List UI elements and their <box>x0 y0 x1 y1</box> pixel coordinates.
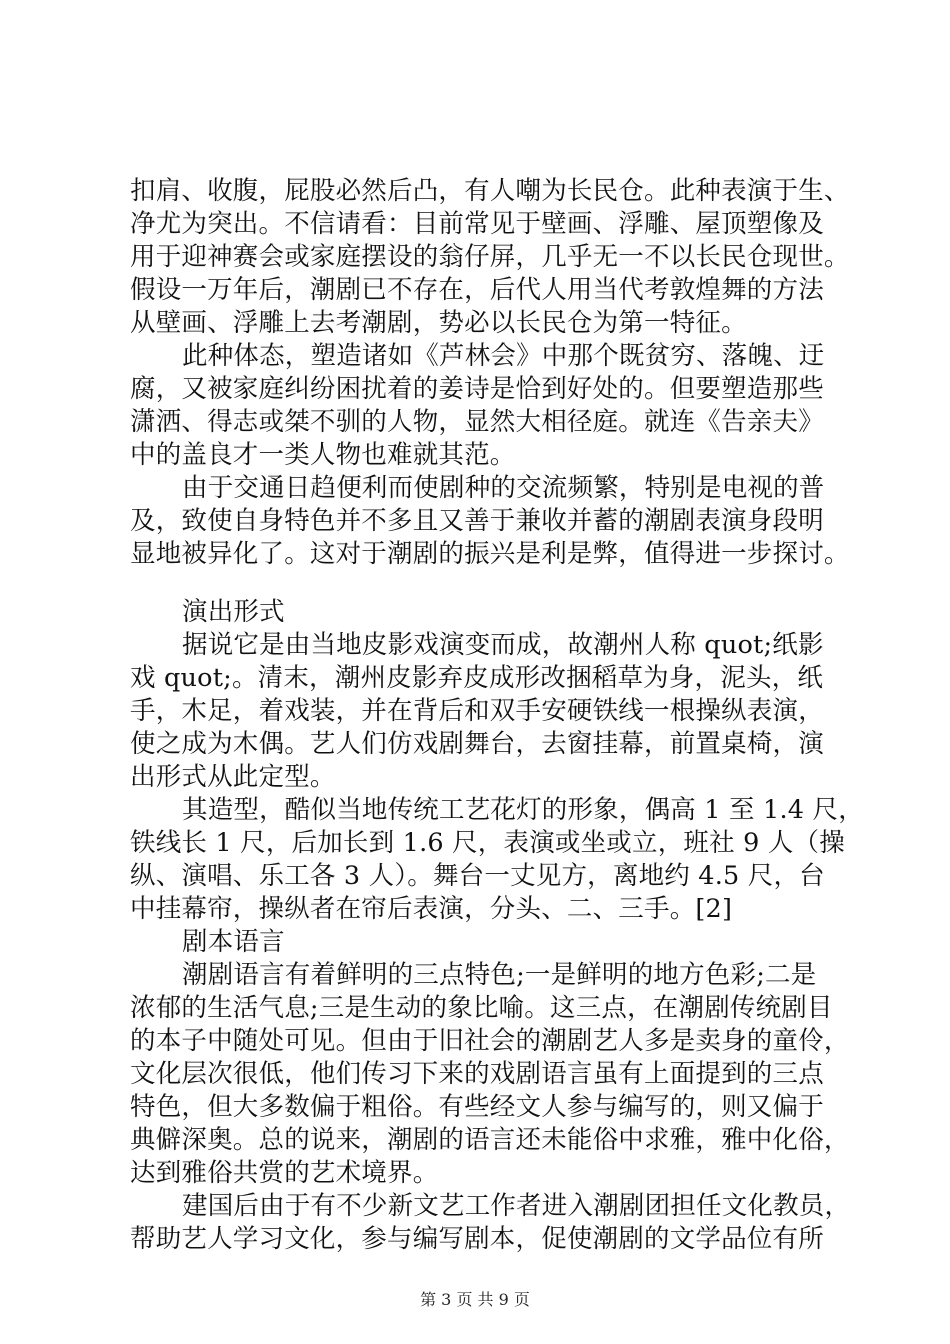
paragraph-first-line: 建国后由于有不少新文艺工作者进入潮剧团担任文化教员， <box>182 1191 851 1221</box>
body-text-line: 从壁画、浮雕上去考潮剧，势必以长民仓为第一特征。 <box>130 308 747 338</box>
body-text-line: 达到雅俗共赏的艺术境界。 <box>130 1158 439 1188</box>
body-text-line: 显地被异化了。这对于潮剧的振兴是利是弊，值得进一步探讨。 <box>130 539 850 569</box>
paragraph-first-line: 此种体态，塑造诸如《芦林会》中那个既贫穷、落魄、迂 <box>182 341 825 371</box>
body-text-line: 净尤为突出。不信请看：目前常见于壁画、浮雕、屋顶塑像及 <box>130 209 824 239</box>
body-text-line: 潇洒、得志或桀不驯的人物，显然大相径庭。就连《告亲夫》 <box>130 407 824 437</box>
body-text-line: 假设一万年后，潮剧已不存在，后代人用当代考敦煌舞的方法 <box>130 275 824 305</box>
body-text-line: 及，致使自身特色并不多且又善于兼收并蓄的潮剧表演身段明 <box>130 506 824 536</box>
body-text-line: 纵、演唱、乐工各 3 人）。舞台一丈见方，离地约 4.5 尺，台 <box>130 861 825 891</box>
body-text-line: 帮助艺人学习文化，参与编写剧本，促使潮剧的文学品位有所 <box>130 1224 824 1254</box>
paragraph-first-line: 潮剧语言有着鲜明的三点特色;一是鲜明的地方色彩;二是 <box>182 960 817 990</box>
body-text-line: 的本子中随处可见。但由于旧社会的潮剧艺人多是卖身的童伶， <box>130 1026 850 1056</box>
body-text-line: 典僻深奥。总的说来，潮剧的语言还未能俗中求雅，雅中化俗， <box>130 1125 850 1155</box>
body-text-line: 中挂幕帘，操纵者在帘后表演，分头、二、三手。[2] <box>130 894 733 924</box>
body-text-line: 用于迎神赛会或家庭摆设的翁仔屏，几乎无一不以长民仓现世。 <box>130 242 850 272</box>
body-text-line: 出形式从此定型。 <box>130 762 336 792</box>
body-text-line: 戏 quot;。清末，潮州皮影弃皮成形改捆稻草为身，泥头，纸 <box>130 663 824 693</box>
body-text-line: 腐，又被家庭纠纷困扰着的姜诗是恰到好处的。但要塑造那些 <box>130 374 824 404</box>
paragraph-first-line: 其造型，酷似当地传统工艺花灯的形象，偶高 1 至 1.4 尺， <box>182 795 864 825</box>
body-text-line: 中的盖良才一类人物也难就其范。 <box>130 440 516 470</box>
paragraph-first-line: 据说它是由当地皮影戏演变而成，故潮州人称 quot;纸影 <box>182 630 824 660</box>
section-heading-performance-form: 演出形式 <box>182 597 285 627</box>
body-text-line: 使之成为木偶。艺人们仿戏剧舞台，去窗挂幕，前置桌椅，演 <box>130 729 824 759</box>
section-heading-script-language: 剧本语言 <box>182 927 285 957</box>
body-text-line: 手，木足，着戏装，并在背后和双手安硬铁线一根操纵表演， <box>130 696 824 726</box>
body-text-line: 文化层次很低，他们传习下来的戏剧语言虽有上面提到的三点 <box>130 1059 824 1089</box>
body-text-line: 铁线长 1 尺，后加长到 1.6 尺，表演或坐或立，班社 9 人（操 <box>130 828 845 858</box>
body-text-line: 浓郁的生活气息;三是生动的象比喻。这三点，在潮剧传统剧目 <box>130 993 833 1023</box>
page-footer: 第 3 页 共 9 页 <box>420 1290 530 1309</box>
body-text-line: 特色，但大多数偏于粗俗。有些经文人参与编写的，则又偏于 <box>130 1092 824 1122</box>
body-text-line: 扣肩、收腹，屁股必然后凸，有人嘲为长民仓。此种表演于生、 <box>130 176 850 206</box>
paragraph-first-line: 由于交通日趋便利而使剧种的交流频繁，特别是电视的普 <box>182 473 825 503</box>
